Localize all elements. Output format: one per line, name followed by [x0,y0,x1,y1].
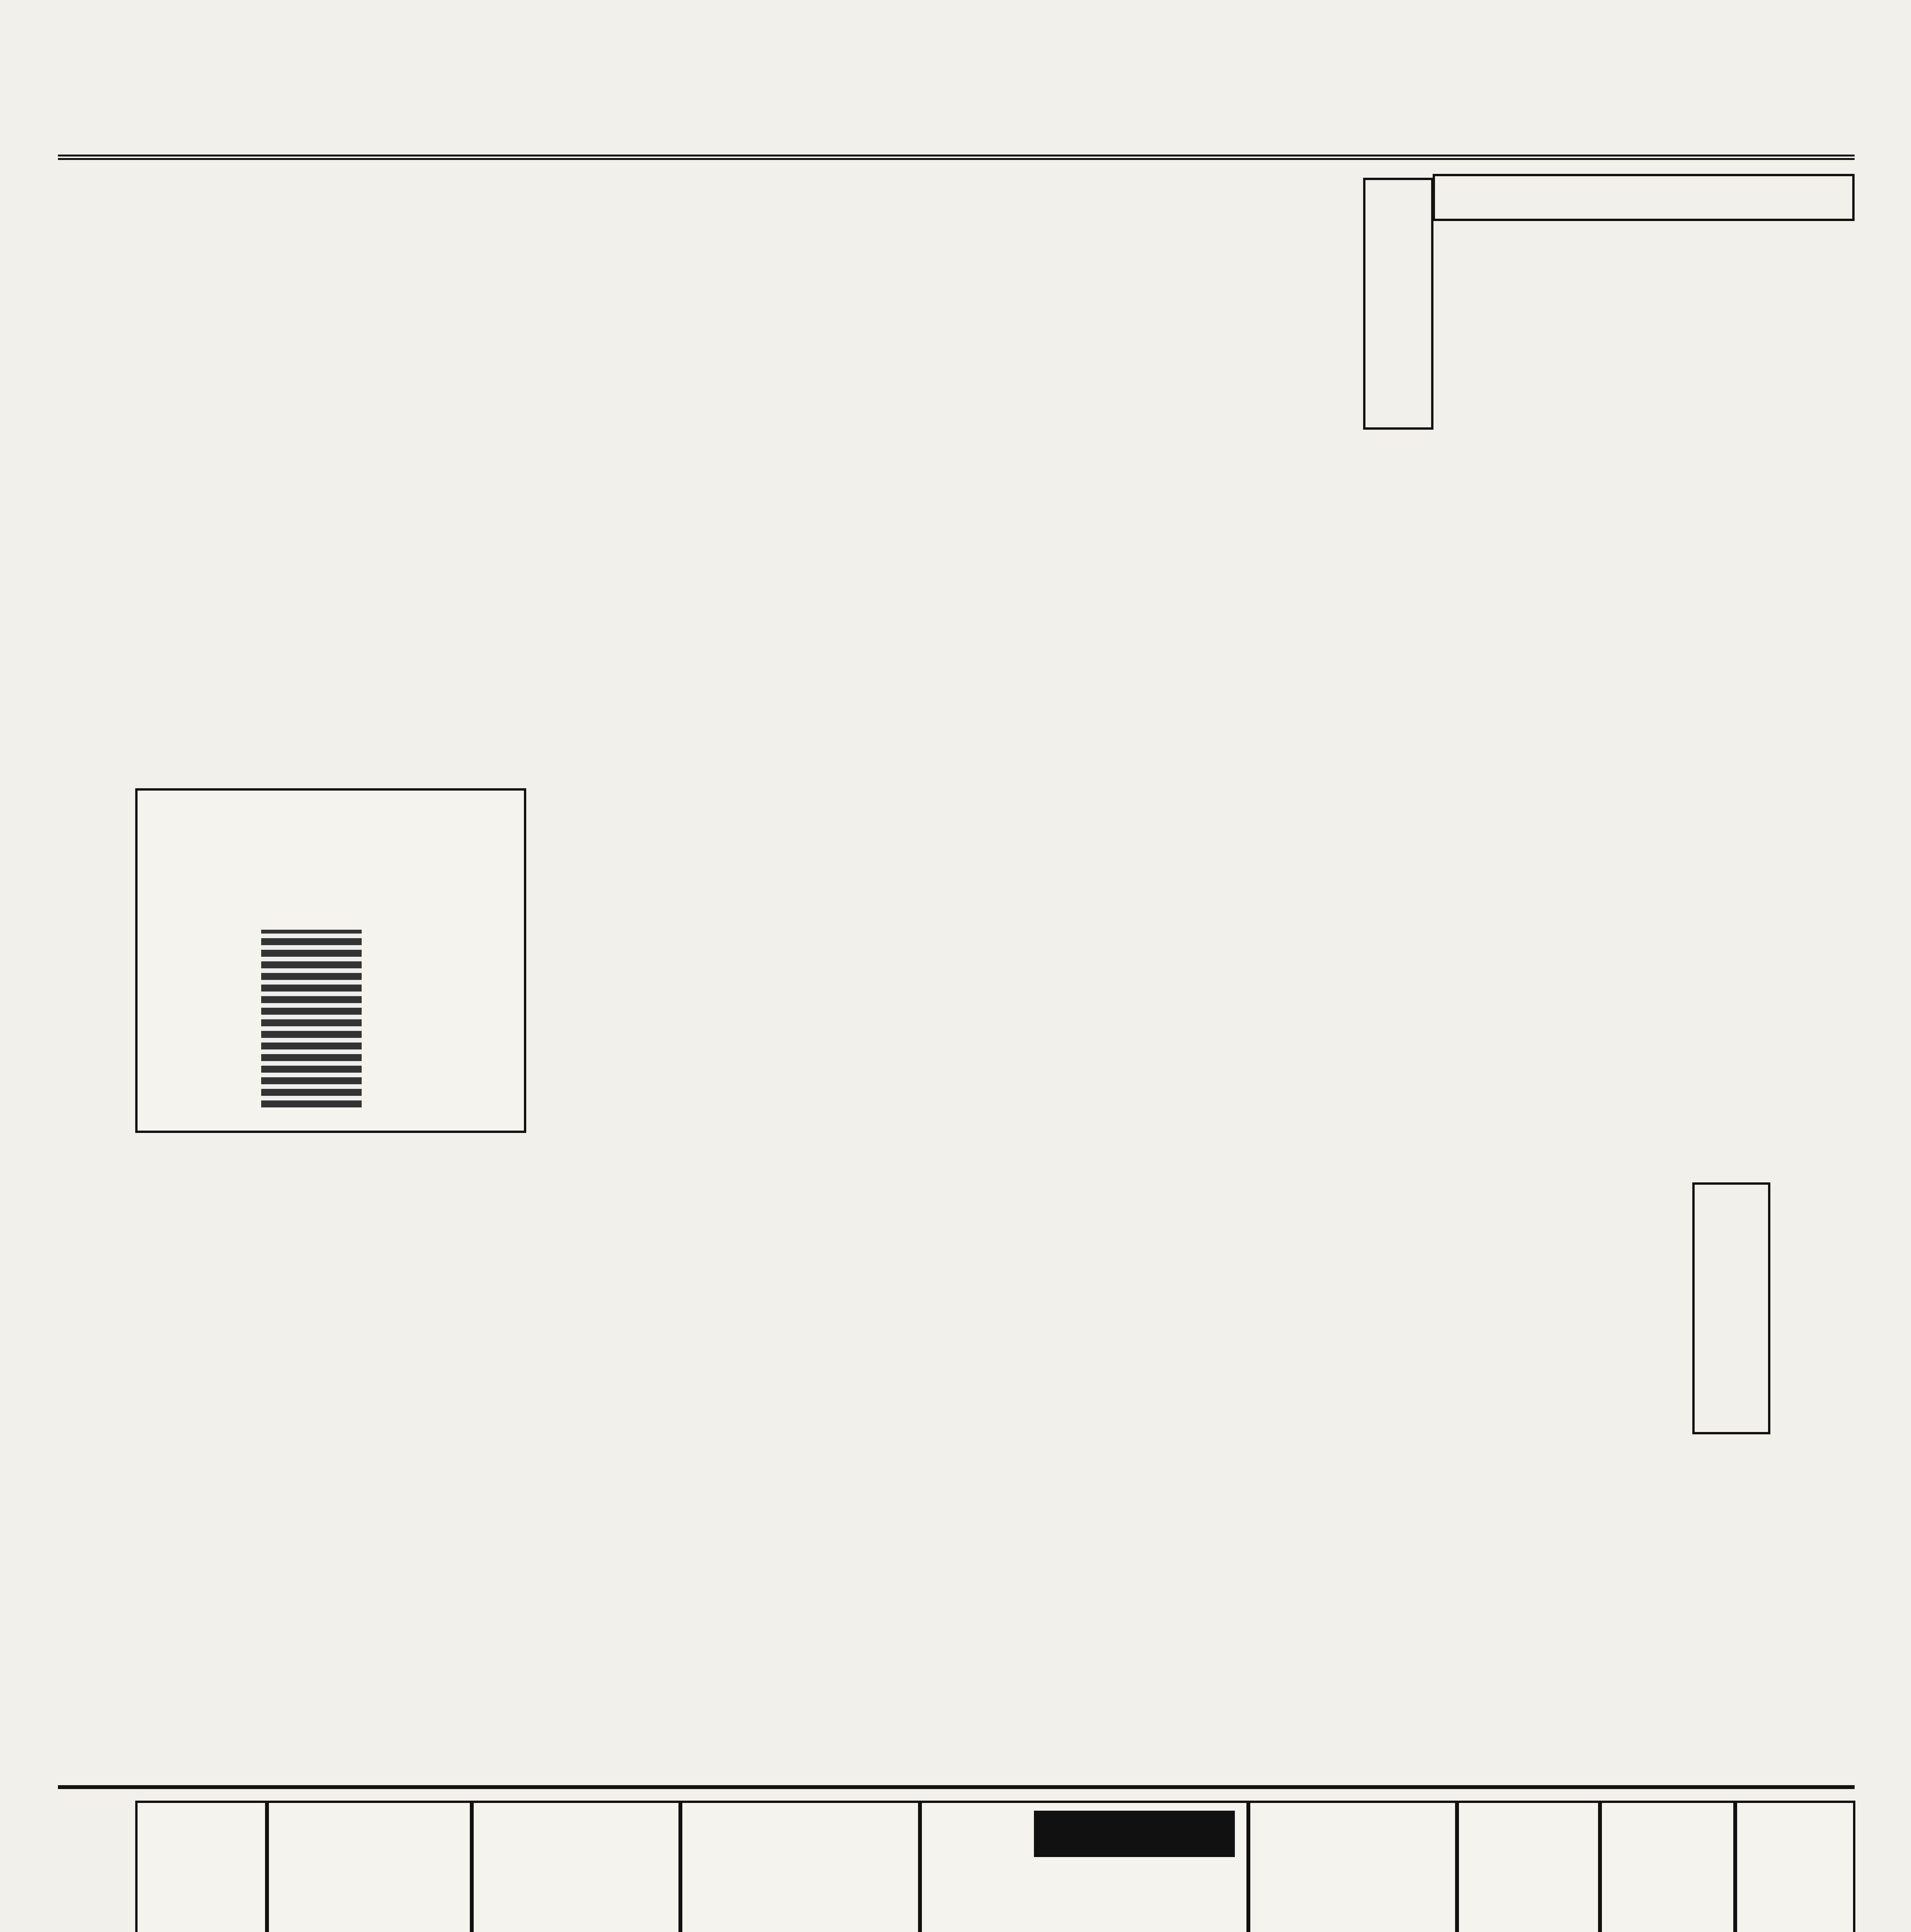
wicker-factory-ad [1457,1801,1600,1932]
doctor-li-ad [1248,1801,1457,1932]
parade-headline-box [1363,178,1433,430]
photo-studio-ad [920,1801,1249,1932]
industrial-bank-ad [135,788,526,1133]
lead-banner [1433,174,1855,221]
xray-clinic-ad [471,1801,681,1932]
excavation-body-text [166,178,317,456]
top-middle-body-text [831,178,1148,495]
jewelry-ad [267,1801,472,1932]
engagement-notice [135,1801,267,1932]
masthead [58,62,1855,160]
bank-building-illustration [261,930,362,1107]
baozhai-paper-shop-ad [1735,1801,1855,1932]
newspaper-page [58,62,1855,1932]
lead-body-text [1457,228,1673,630]
parade-body-text [1155,178,1356,433]
ad-section-rule [58,1785,1855,1789]
scam-headline-box [1692,1182,1770,1434]
top-left-body-text [429,178,730,495]
nanyang-bank-ad [680,1801,920,1932]
hospital-ad [1600,1801,1736,1932]
photo-brand [1034,1811,1235,1857]
